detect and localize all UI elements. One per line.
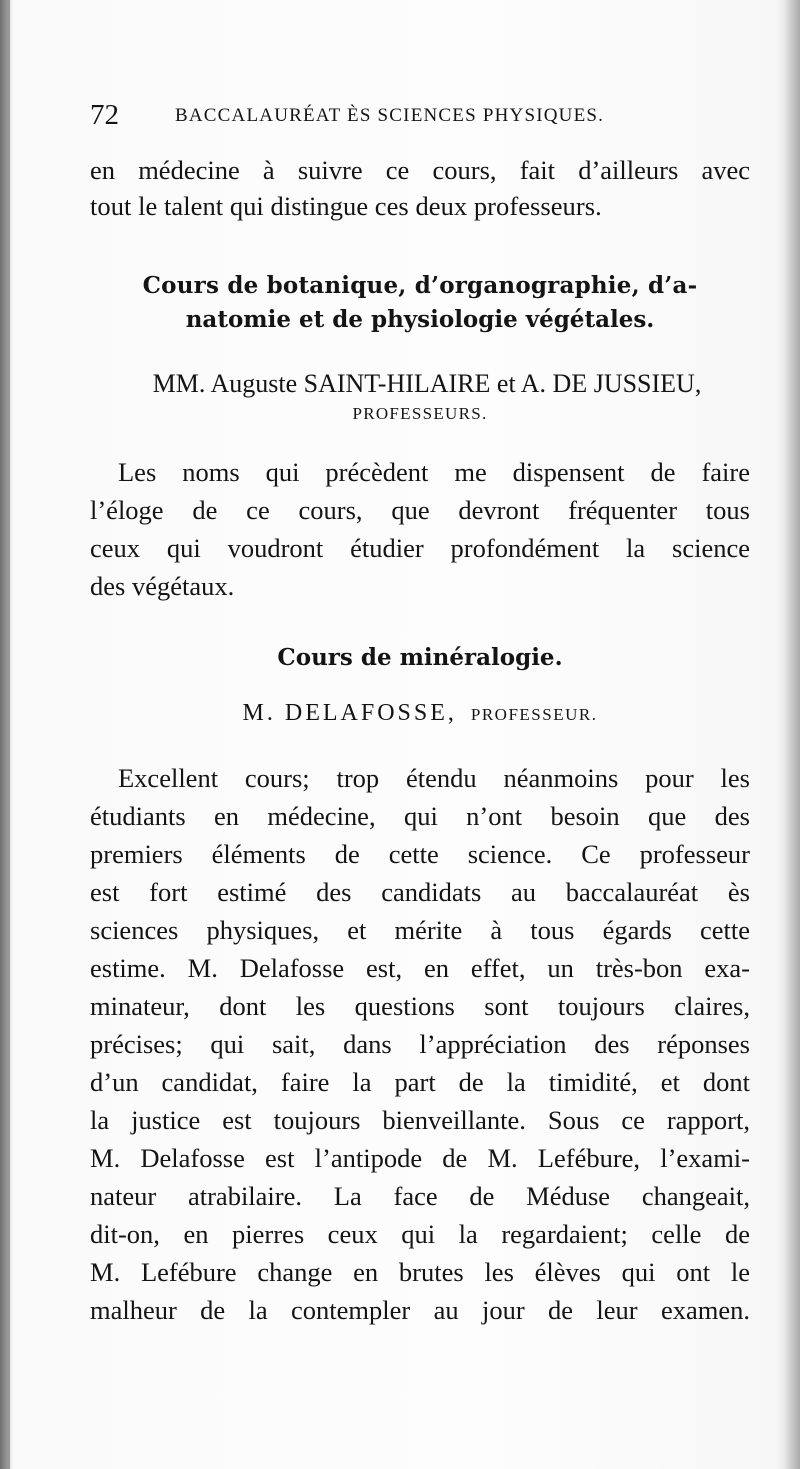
text-line: tout le talent qui distingue ces deux professeurs. (90, 191, 602, 221)
text-line: l’éloge de ce cours, que devront fréquenter tous (90, 495, 750, 525)
text-line: M. Delafosse est l’antipode de M. Lefébure, l’exami- (90, 1143, 750, 1173)
page-left-edge-shadow (0, 0, 10, 1469)
text-line: malheur de la contempler au jour de leur examen. (90, 1295, 750, 1325)
text-line: Les noms qui précèdent me dispensent de faire (118, 457, 750, 487)
professor-name: M. DELAFOSSE, (242, 700, 457, 726)
text-line: en médecine à suivre ce cours, fait d’ailleurs avec (90, 155, 750, 185)
professor-role: PROFESSEUR. (470, 705, 598, 724)
text-line: étudiants en médecine, qui n’ont besoin que des (90, 801, 750, 831)
text-line: la justice est toujours bienveillante. Sous ce rapport, (90, 1105, 750, 1135)
text-line: nateur atrabilaire. La face de Méduse changeait, (90, 1181, 750, 1211)
text-line: ceux qui voudront étudier profondément la science (90, 533, 750, 563)
text-line: premiers éléments de cette science. Ce professeur (90, 839, 750, 869)
text-line: est fort estimé des candidats au baccalauréat ès (90, 877, 750, 907)
text-line: M. Lefébure change en brutes les élèves qui ont le (90, 1257, 750, 1287)
text-line: minateur, dont les questions sont toujours claires, (90, 991, 750, 1021)
text-line: des végétaux. (90, 571, 235, 601)
page-right-edge-shadow (784, 0, 800, 1469)
professors-role: PROFESSEURS. (352, 404, 488, 423)
running-head: BACCALAURÉAT ÈS SCIENCES PHYSIQUES. (175, 105, 605, 126)
section-heading: natomie et de physiologie végétales. (185, 306, 655, 333)
professor-line (90, 700, 750, 727)
page-number: 72 (90, 99, 119, 131)
page-header (90, 95, 750, 135)
text-line: estime. M. Delafosse est, en effet, un très-bon exa- (90, 953, 750, 983)
text-line: précises; qui sait, dans l’appréciation des réponses (90, 1029, 750, 1059)
text-line: sciences physiques, et mérite à tous égards cette (90, 915, 750, 945)
professors-names: MM. Auguste SAINT-HILAIRE et A. DE JUSSIEU, (152, 369, 702, 398)
section-heading: Cours de botanique, d’organographie, d’a- (142, 272, 698, 299)
text-line: d’un candidat, faire la part de la timidité, et dont (90, 1067, 750, 1097)
section-heading: Cours de minéralogie. (277, 644, 563, 671)
text-line: Excellent cours; trop étendu néanmoins pour les (118, 763, 750, 793)
text-line: dit-on, en pierres ceux qui la regardaient; celle de (90, 1219, 750, 1249)
